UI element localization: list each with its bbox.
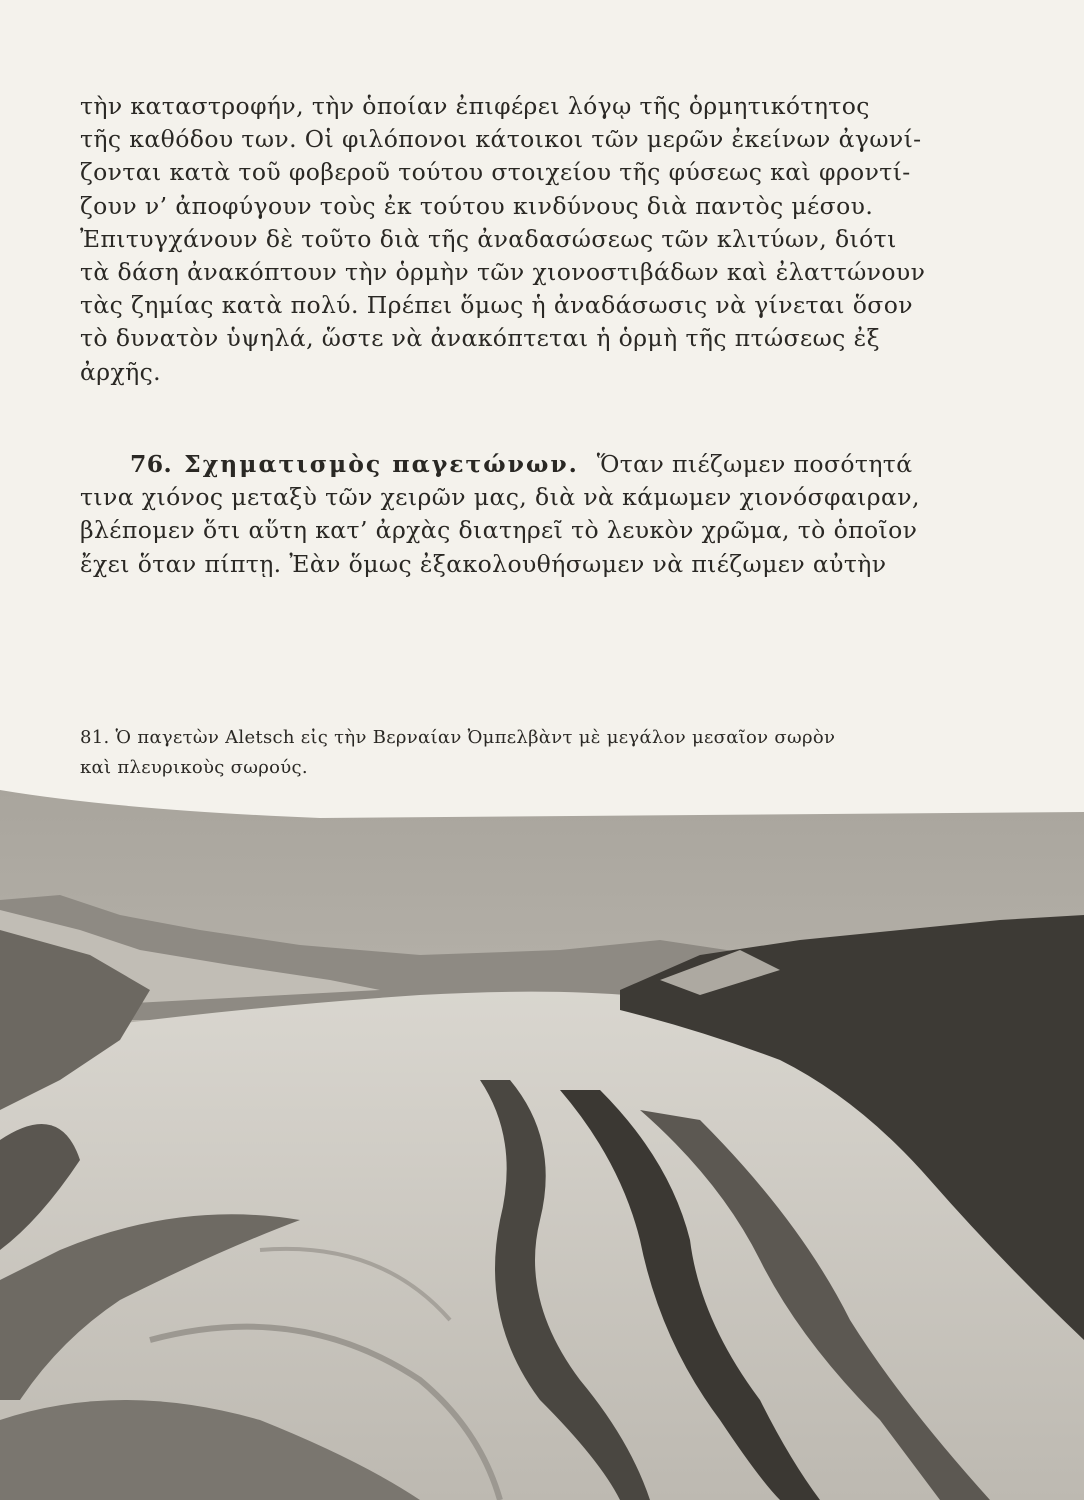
text-line: ζονται κατὰ τοῦ φοβεροῦ τούτου στοιχείου τῆς φύσεως καὶ φροντί- bbox=[80, 158, 911, 187]
section-first-line-text: Ὅταν πιέζωμεν ποσότητά bbox=[596, 450, 913, 478]
figure-caption bbox=[80, 723, 960, 783]
text-line: τινα χιόνος μεταξὺ τῶν χειρῶν μας, διὰ νὰ κάμωμεν χιονόσφαιραν, bbox=[80, 483, 920, 512]
text-line: βλέπομεν ὅτι αὕτη κατ’ ἀρχὰς διατηρεῖ τὸ λευκὸν χρῶμα, τὸ ὁποῖον bbox=[80, 516, 918, 545]
section-glacier-formation bbox=[80, 448, 942, 581]
text-line: τὸ δυνατὸν ὑψηλά, ὥστε νὰ ἀνακόπτεται ἡ ὁρμὴ τῆς πτώσεως ἐξ bbox=[80, 324, 880, 353]
text-line: τὴν καταστροφήν, τὴν ὁποίαν ἐπιφέρει λόγῳ τῆς ὁρμητικότητος bbox=[80, 92, 870, 120]
caption-line: 81. Ὁ παγετὼν Aletsch εἰς τὴν Βερναίαν Ὀμπελβὰντ μὲ μεγάλον μεσαῖον σωρὸν bbox=[80, 727, 836, 748]
text-line: ἔχει ὅταν πίπτῃ. Ἐὰν ὅμως ἐξακολουθήσωμεν νὰ πιέζωμεν αὐτὴν bbox=[80, 549, 887, 578]
paragraph-avalanche-protection bbox=[80, 90, 942, 389]
text-line: Ἐπιτυγχάνουν δὲ τοῦτο διὰ τῆς ἀναδασώσεως τῶν κλιτύων, διότι bbox=[80, 224, 897, 253]
glacier-photo bbox=[0, 780, 1084, 1500]
text-line: τὰ δάση ἀνακόπτουν τὴν ὁρμὴν τῶν χιονοστιβάδων καὶ ἐλαττώνουν bbox=[80, 258, 926, 287]
text-line: τῆς καθόδου των. Οἱ φιλόπονοι κάτοικοι τῶν μερῶν ἐκείνων ἀγωνί- bbox=[80, 125, 922, 154]
text-line: ζουν ν’ ἀποφύγουν τοὺς ἐκ τούτου κινδύνους διὰ παντὸς μέσου. bbox=[80, 191, 874, 220]
section-number: 76. bbox=[130, 450, 173, 478]
text-line: τὰς ζημίας κατὰ πολύ. Πρέπει ὅμως ἡ ἀναδάσωσις νὰ γίνεται ὅσον bbox=[80, 291, 913, 320]
text-line: ἀρχῆς. bbox=[80, 357, 162, 386]
section-title: Σχηματισμὸς παγετώνων. bbox=[184, 450, 579, 478]
section-heading-line bbox=[80, 448, 942, 481]
caption-line: καὶ πλευρικοὺς σωρούς. bbox=[80, 757, 308, 778]
